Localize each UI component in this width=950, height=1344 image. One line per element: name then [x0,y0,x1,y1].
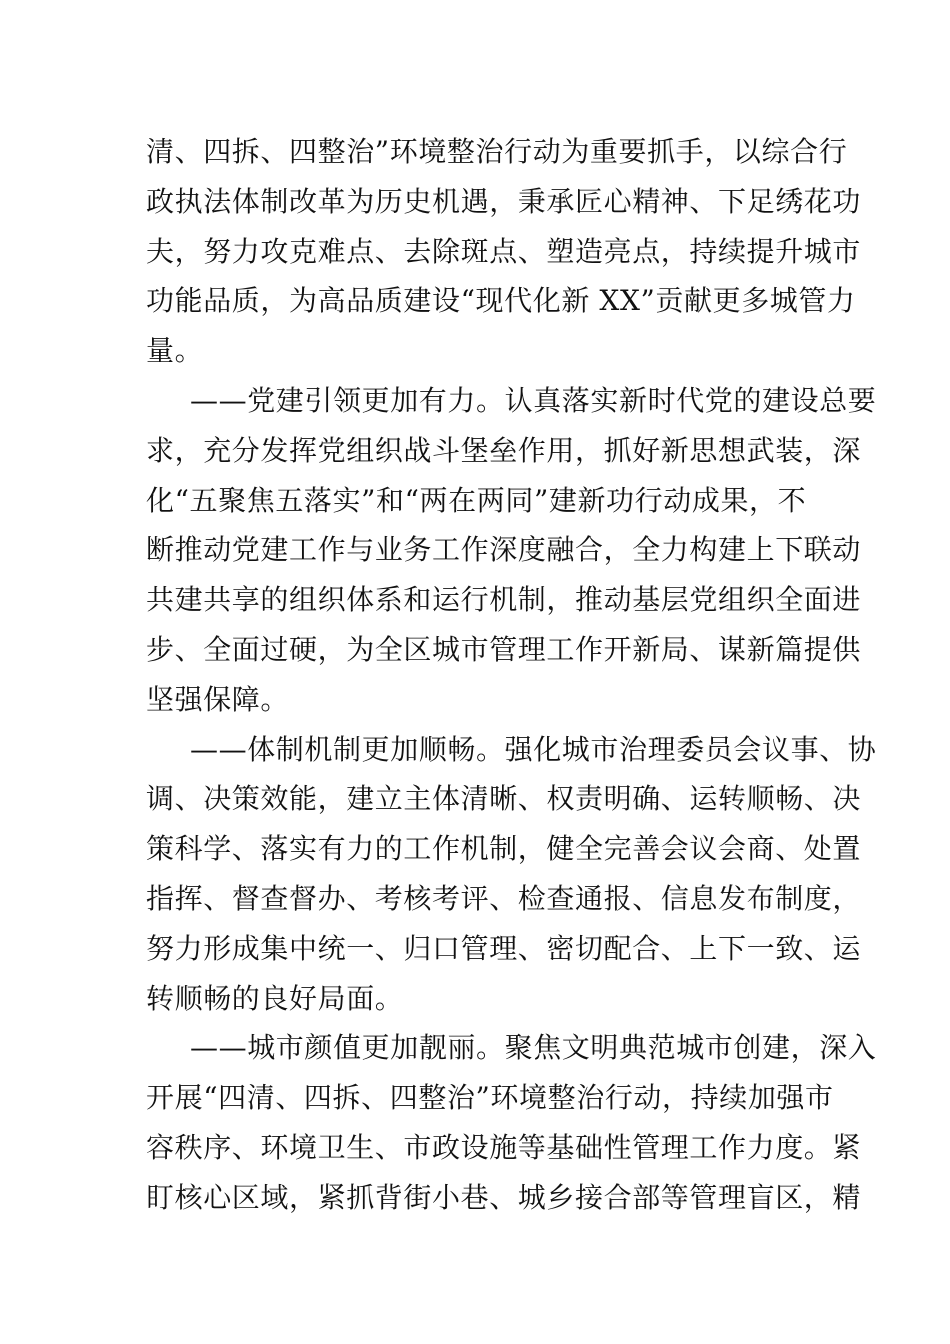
text-line: ——体制机制更加顺畅。强化城市治理委员会议事、协 [190,732,877,766]
text-line: 量。 [146,334,204,368]
text-line: 清、四拆、四整治”环境整治行动为重要抓手，以综合行 [146,135,848,168]
text-line: 政执法体制改革为历史机遇，秉承匠心精神、下足绣花功 [146,184,862,218]
text-line: 努力形成集中统一、归口管理、密切配合、上下一致、运 [146,931,862,965]
text-line: 步、全面过硬，为全区城市管理工作开新局、谋新篇提供 [146,632,862,666]
text-line: 共建共享的组织体系和运行机制，推动基层党组织全面进 [146,583,862,617]
text-line: ——党建引领更加有力。认真落实新时代党的建设总要 [190,383,877,417]
body-text [146,127,877,1223]
text-line: 功能品质，为高品质建设“现代化新 XX”贡献更多城管力 [146,284,856,318]
text-line: 断推动党建工作与业务工作深度融合，全力构建上下联动 [146,533,862,567]
text-line: ——城市颜值更加靓丽。聚焦文明典范城市创建，深入 [190,1031,877,1065]
text-line: 开展“四清、四拆、四整治”环境整治行动，持续加强市 [146,1081,834,1115]
text-line: 策科学、落实有力的工作机制，健全完善会议会商、处置 [146,832,862,866]
text-line: 化“五聚焦五落实”和“两在两同”建新功行动成果，不 [146,483,807,517]
text-line: 指挥、督查督办、考核考评、检查通报、信息发布制度， [146,881,862,915]
text-line: 转顺畅的良好局面。 [146,981,404,1015]
text-line: 盯核心区域，紧抓背街小巷、城乡接合部等管理盲区，精 [146,1180,862,1214]
text-line: 容秩序、环境卫生、市政设施等基础性管理工作力度。紧 [146,1130,862,1164]
text-line: 坚强保障。 [146,682,290,716]
text-line: 夫，努力攻克难点、去除斑点、塑造亮点，持续提升城市 [146,234,862,268]
text-line: 调、决策效能，建立主体清晰、权责明确、运转顺畅、决 [146,782,862,816]
text-line: 求，充分发挥党组织战斗堡垒作用，抓好新思想武装，深 [146,433,862,467]
